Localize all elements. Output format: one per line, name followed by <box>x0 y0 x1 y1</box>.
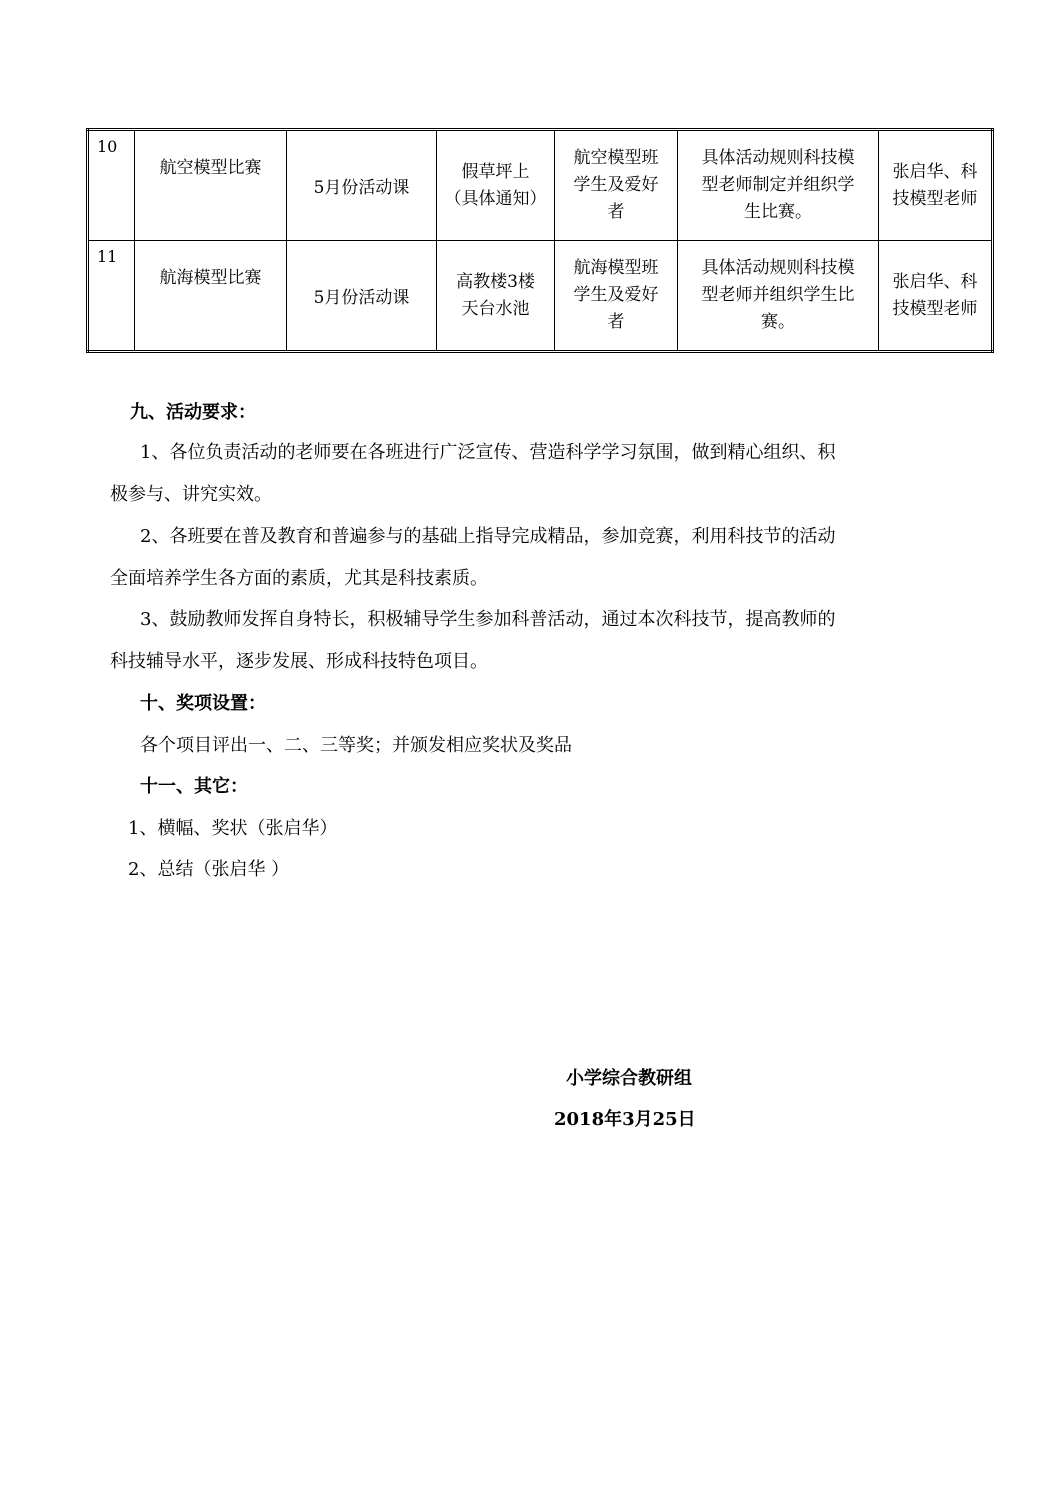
requirement-item: 3、鼓励教师发挥自身特长，积极辅导学生参加科普活动，通过本次科技节，提高教师的 科技辅导水平，逐步发展、形成科技特色项目。 <box>110 609 836 672</box>
activity-time: 5月份活动课 <box>287 130 437 241</box>
table-row <box>88 241 993 352</box>
section-10-heading: 十、奖项设置： <box>140 693 266 714</box>
other-item: 1、横幅、奖状（张启华） <box>128 818 338 839</box>
row-number: 10 <box>88 130 135 241</box>
signature-date: 2018年3月25日 <box>554 1109 696 1130</box>
activity-rule: 具体活动规则科技模 型老师制定并组织学 生比赛。 <box>678 130 879 241</box>
activity-person: 张启华、科 技模型老师 <box>879 241 993 352</box>
awards-text: 各个项目评出一、二、三等奖；并颁发相应奖状及奖品 <box>140 735 572 756</box>
activity-participants: 航空模型班 学生及爱好 者 <box>555 130 678 241</box>
activity-person: 张启华、科 技模型老师 <box>879 130 993 241</box>
requirement-item: 2、各班要在普及教育和普遍参与的基础上指导完成精品，参加竞赛，利用科技节的活动 全面培养学生各方面的素质，尤其是科技素质。 <box>110 526 836 589</box>
activity-participants: 航海模型班 学生及爱好 者 <box>555 241 678 352</box>
activity-table <box>86 128 994 353</box>
activity-place: 高教楼3楼 天台水池 <box>437 241 555 352</box>
activity-time: 5月份活动课 <box>287 241 437 352</box>
activity-rule: 具体活动规则科技模 型老师并组织学生比 赛。 <box>678 241 879 352</box>
section-9-heading: 九、活动要求： <box>130 402 256 423</box>
signature-org: 小学综合教研组 <box>566 1068 692 1089</box>
activity-name: 航海模型比赛 <box>135 241 287 352</box>
other-item: 2、总结（张启华 ） <box>128 859 290 880</box>
activity-name: 航空模型比赛 <box>135 130 287 241</box>
row-number: 11 <box>88 241 135 352</box>
section-11-heading: 十一、其它： <box>140 776 248 797</box>
table-row <box>88 130 993 241</box>
activity-place: 假草坪上 （具体通知） <box>437 130 555 241</box>
requirement-item: 1、各位负责活动的老师要在各班进行广泛宣传、营造科学学习氛围，做到精心组织、积 极参与、讲究实效。 <box>110 442 836 505</box>
